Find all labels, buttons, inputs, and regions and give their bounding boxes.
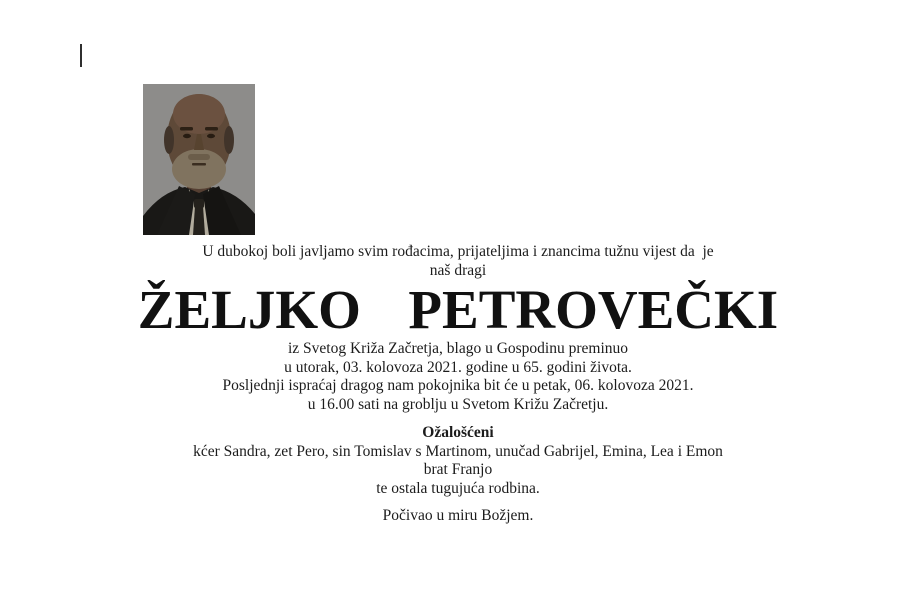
detail-line-4: u 16.00 sati na groblju u Svetom Križu Začretju. (307, 395, 609, 413)
detail-line-3: Posljednji ispraćaj dragog nam pokojnika bit će u petak, 06. kolovoza 2021. (222, 377, 694, 395)
text-cursor-artifact (80, 44, 82, 67)
detail-line-2: u utorak, 03. kolovoza 2021. godine u 65. godini života. (284, 358, 632, 376)
mourners-heading: Ožalošćeni (422, 424, 494, 441)
death-details (0, 340, 916, 414)
right-eye (207, 134, 215, 138)
deceased-portrait-photo (143, 84, 255, 235)
hair-left (164, 126, 174, 154)
intro-paragraph (0, 243, 916, 280)
closing-line: Počivao u miru Božjem. (382, 507, 534, 524)
left-eyebrow (180, 127, 193, 131)
intro-line-1: U dubokoj boli javljamo svim rođacima, prijateljima i znancima tužnu vijest da je (202, 243, 714, 260)
mourners-section (0, 424, 916, 498)
portrait-illustration (143, 84, 255, 235)
detail-line-1: iz Svetog Križa Začretja, blago u Gospodinu preminuo (287, 340, 629, 357)
mustache (188, 154, 210, 160)
mourner-line-1: kćer Sandra, zet Pero, sin Tomislav s Martinom, unučad Gabrijel, Emina, Lea i Emon (193, 442, 723, 460)
mouth (192, 163, 206, 166)
hair-right (224, 126, 234, 154)
mourner-line-3: te ostala tugujuća rodbina. (376, 479, 540, 497)
tie (193, 206, 205, 235)
intro-line-2: naš dragi (429, 261, 487, 279)
mourner-line-2: brat Franjo (423, 461, 493, 479)
right-eyebrow (205, 127, 218, 131)
deceased-name: ŽELJKO PETROVEČKI (137, 279, 779, 340)
left-eye (183, 134, 191, 138)
